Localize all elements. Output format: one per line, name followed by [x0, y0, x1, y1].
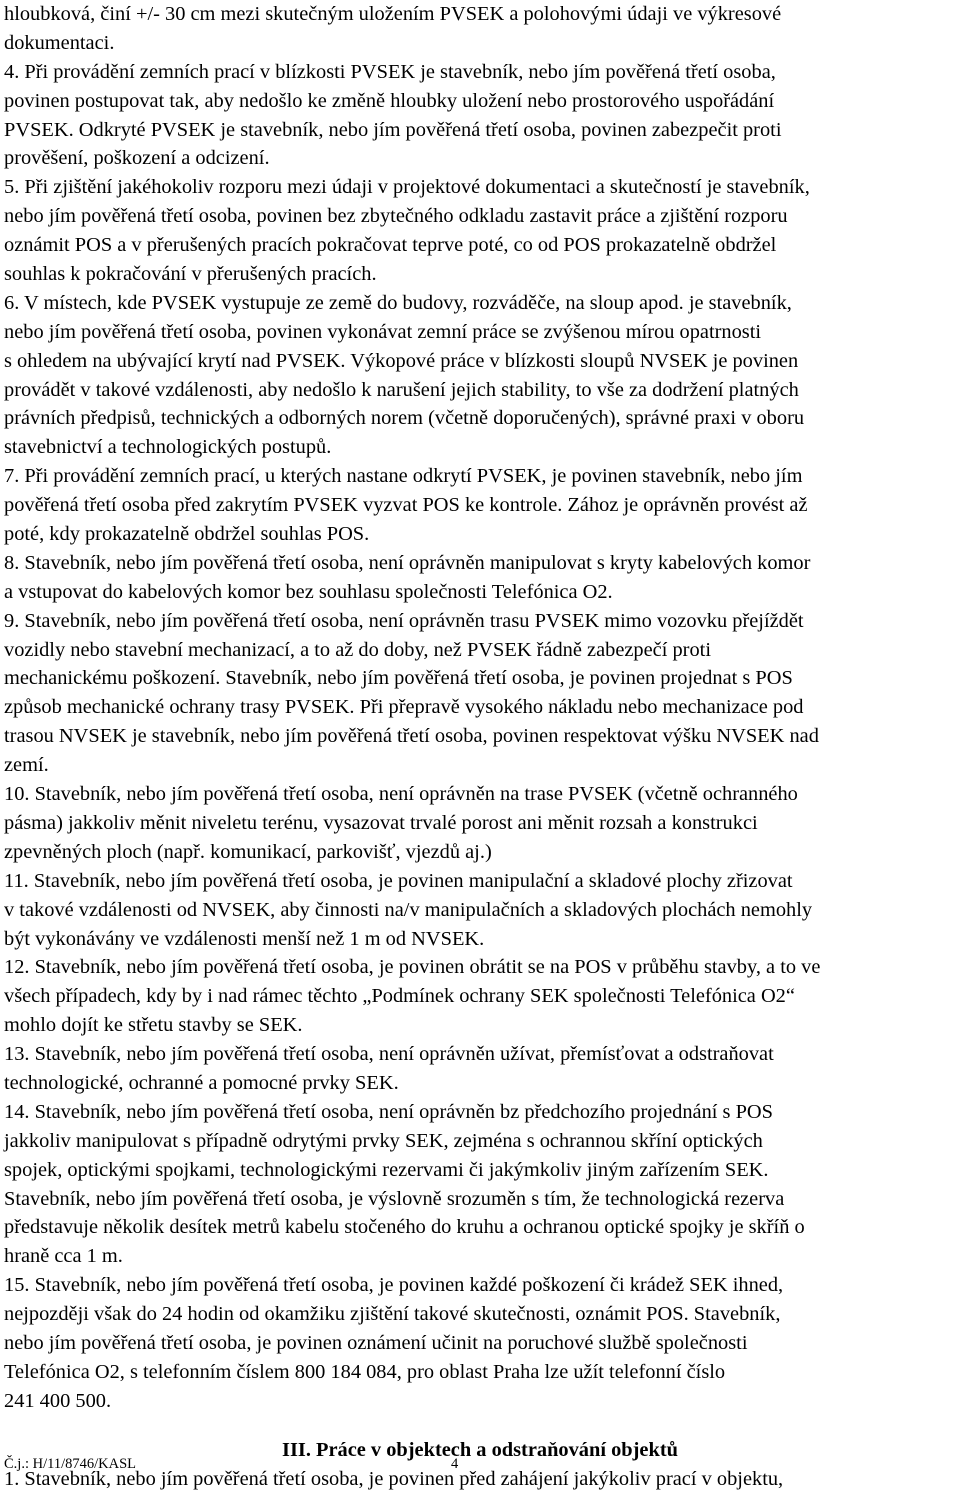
- text-line: hloubková, činí +/- 30 cm mezi skutečným uložením PVSEK a polohovými údaji ve výkresové: [4, 3, 782, 25]
- section-gap: [4, 1416, 956, 1436]
- page-number: 4: [451, 1456, 459, 1472]
- text-line: nebo jím pověřená třetí osoba, je povinen oznámení učinit na poruchové službě společnosti: [4, 1331, 748, 1354]
- text-line: 10. Stavebník, nebo jím pověřená třetí osoba, není oprávněn na trase PVSEK (včetně ochranného: [4, 783, 798, 806]
- text-line: 6. V místech, kde PVSEK vystupuje ze země do budovy, rozváděče, na sloup apod. je stavebník,: [4, 291, 792, 314]
- document-reference: Č.j.: H/11/8746/KASL: [4, 1456, 136, 1472]
- text-line: 13. Stavebník, nebo jím pověřená třetí osoba, není oprávněn užívat, přemísťovat a odstraňovat: [4, 1043, 774, 1066]
- text-line: mohlo dojít ke střetu stavby se SEK.: [4, 1014, 303, 1037]
- text-line: 5. Při zjištění jakéhokoliv rozporu mezi údaji v projektové dokumentaci a skutečností je stavebník,: [4, 176, 810, 199]
- text-line: nebo jím pověřená třetí osoba, povinen bez zbytečného odkladu zastavit práce a zjištění rozporu: [4, 205, 788, 228]
- text-line: Telefónica O2, s telefonním číslem 800 184 084, pro oblast Praha lze užít telefonní číslo: [4, 1360, 726, 1383]
- document-page: [4, 0, 956, 1493]
- body-text-bottom: [4, 1465, 956, 1493]
- text-line: zemí.: [4, 754, 49, 777]
- text-line: povinen postupovat tak, aby nedošlo ke změně hloubky uložení nebo prostorového uspořádání: [4, 89, 775, 112]
- text-line: provádět v takové vzdálenosti, aby nedošlo k narušení jejich stability, to vše za dodržení platných: [4, 378, 799, 401]
- text-line: jakkoliv manipulovat s případně odrytými prvky SEK, zejména s ochrannou skříní optických: [4, 1129, 763, 1152]
- text-line: Stavebník, nebo jím pověřená třetí osoba, je výslovně srozuměn s tím, že technologická rezerva: [4, 1187, 785, 1210]
- text-line: 241 400 500.: [4, 1389, 112, 1412]
- text-line: pověřená třetí osoba před zakrytím PVSEK vyzvat POS ke kontrole. Zához je oprávněn provést až: [4, 494, 808, 517]
- text-line: 15. Stavebník, nebo jím pověřená třetí osoba, je povinen každé poškození či krádež SEK ihned,: [4, 1274, 784, 1297]
- text-line: být vykonávány ve vzdálenosti menší než 1 m od NVSEK.: [4, 927, 485, 950]
- text-line: v takové vzdálenosti od NVSEK, aby činnosti na/v manipulačních a skladových plochách nemohly: [4, 898, 813, 921]
- text-line: 4. Při provádění zemních prací v blízkosti PVSEK je stavebník, nebo jím pověřená třetí osoba,: [4, 60, 776, 83]
- text-line: 9. Stavebník, nebo jím pověřená třetí osoba, není oprávněn trasu PVSEK mimo vozovku přejíždět: [4, 609, 804, 632]
- text-line: spojek, optickými spojkami, technologickými rezervami či jakýmkoliv jiným zařízením SEK.: [4, 1158, 769, 1181]
- text-line: 8. Stavebník, nebo jím pověřená třetí osoba, není oprávněn manipulovat s kryty kabelových komor: [4, 551, 811, 574]
- text-line: PVSEK. Odkryté PVSEK je stavebník, nebo jím pověřená třetí osoba, povinen zabezpečit proti: [4, 118, 782, 141]
- section-heading: III. Práce v objektech a odstraňování objektů: [282, 1438, 678, 1461]
- text-line: nebo jím pověřená třetí osoba, povinen vykonávat zemní práce se zvýšenou mírou opatrnosti: [4, 320, 762, 343]
- text-line: poté, kdy prokazatelně obdržel souhlas POS.: [4, 523, 370, 546]
- text-line: zpevněných ploch (např. komunikací, parkovišť, vjezdů aj.): [4, 840, 492, 863]
- text-line: představuje několik desítek metrů kabelu stočeného do kruhu a ochranou optické spojky je skříň o: [4, 1216, 805, 1239]
- text-line: mechanickému poškození. Stavebník, nebo jím pověřená třetí osoba, je povinen projednat s POS: [4, 667, 793, 690]
- text-line: 14. Stavebník, nebo jím pověřená třetí osoba, není oprávněn bz předchozího projednání s POS: [4, 1100, 773, 1123]
- text-line: 11. Stavebník, nebo jím pověřená třetí osoba, je povinen manipulační a skladové plochy zřizovat: [4, 869, 793, 892]
- text-line: s ohledem na ubývající krytí nad PVSEK. Výkopové práce v blízkosti sloupů NVSEK je povinen: [4, 349, 799, 372]
- text-line: 12. Stavebník, nebo jím pověřená třetí osoba, je povinen obrátit se na POS v průběhu stavby, a to ve: [4, 956, 821, 979]
- text-line: nejpozději však do 24 hodin od okamžiku zjištění takové skutečnosti, oznámit POS. Stavebník,: [4, 1303, 781, 1326]
- text-line: hraně cca 1 m.: [4, 1245, 123, 1268]
- text-line: prověšení, poškození a odcizení.: [4, 147, 270, 170]
- text-line: stavebnictví a technologických postupů.: [4, 436, 332, 459]
- body-text-top: [4, 0, 956, 1416]
- text-line: pásma) jakkoliv měnit niveletu terénu, vysazovat trvalé porost ani měnit rozsah a konstrukci: [4, 811, 758, 834]
- text-line: trasou NVSEK je stavebník, nebo jím pověřená třetí osoba, povinen respektovat výšku NVSEK nad: [4, 725, 819, 748]
- text-line: 1. Stavebník, nebo jím pověřená třetí osoba, je povinen před zahájení jakýkoliv prací v objektu,: [4, 1467, 784, 1490]
- text-line: souhlas k pokračování v přerušených pracích.: [4, 263, 377, 286]
- text-line: a vstupovat do kabelových komor bez souhlasu společnosti Telefónica O2.: [4, 580, 613, 603]
- text-line: způsob mechanické ochrany trasy PVSEK. Při přepravě vysokého nákladu nebo mechanizace pod: [4, 696, 804, 719]
- text-line: právních předpisů, technických a odborných norem (včetně doporučených), správné praxi v oboru: [4, 407, 805, 430]
- text-line: oznámit POS a v přerušených pracích pokračovat teprve poté, co od POS prokazatelně obdržel: [4, 234, 777, 257]
- text-line: všech případech, kdy by i nad rámec těchto „Podmínek ochrany SEK společnosti Telefónica O2“: [4, 985, 795, 1008]
- text-line: technologické, ochranné a pomocné prvky SEK.: [4, 1071, 399, 1094]
- text-line: dokumentaci.: [4, 31, 115, 54]
- text-line: vozidly nebo stavební mechanizací, a to až do doby, než PVSEK řádně zabezpečí proti: [4, 638, 711, 661]
- text-line: 7. Při provádění zemních prací, u kterých nastane odkrytí PVSEK, je povinen stavebník, nebo jím: [4, 465, 803, 488]
